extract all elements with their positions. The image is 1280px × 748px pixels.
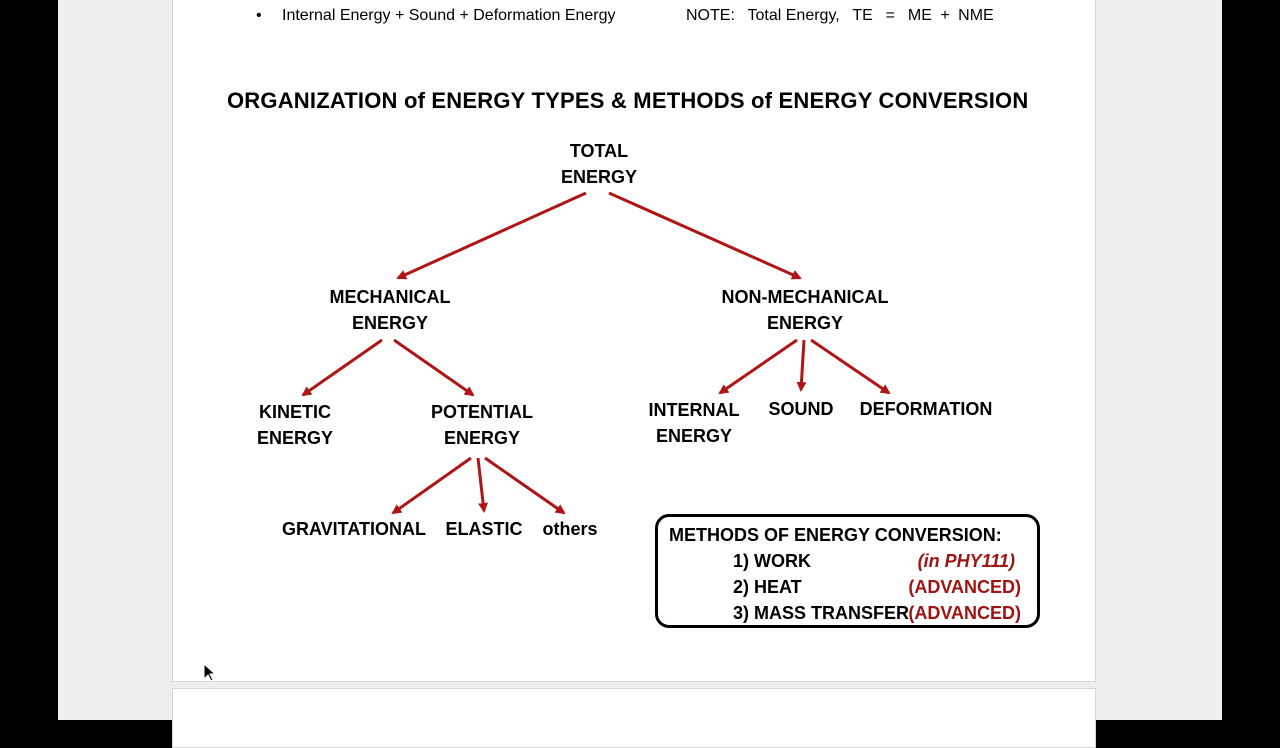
note-plus: + — [940, 7, 950, 24]
node-elastic: ELASTIC — [445, 519, 523, 539]
method-item: 2) HEAT — [733, 577, 802, 597]
node-sound: SOUND — [768, 399, 834, 419]
arrow-total-to-nonmechanical — [609, 193, 800, 278]
note-nme: NME — [958, 7, 994, 24]
node-others: others — [542, 519, 598, 539]
arrow-nonmech-to-internal — [720, 340, 797, 393]
methods-title: METHODS OF ENERGY CONVERSION: — [669, 525, 1002, 545]
note-total: Total Energy, — [747, 7, 840, 24]
method-note: (ADVANCED) — [908, 577, 1021, 597]
diagram-title: ORGANIZATION of ENERGY TYPES & METHODS of ENERGY CONVERSION — [227, 88, 1029, 113]
arrow-nonmech-to-sound — [801, 340, 804, 390]
node-internal-energy: INTERNAL ENERGY — [648, 400, 740, 446]
note-eq: = — [885, 7, 895, 24]
note-te: TE — [852, 7, 873, 24]
bullet-icon: • — [256, 7, 262, 24]
methods-box — [655, 514, 1040, 628]
arrow-nonmech-to-deformation — [811, 340, 889, 393]
arrow-mechanical-to-kinetic — [303, 340, 382, 395]
note-label: NOTE: — [686, 7, 735, 24]
note-me: ME — [907, 7, 932, 24]
bullet-text: Internal Energy + Sound + Deformation Energy — [282, 7, 616, 24]
arrow-potential-to-elastic — [478, 458, 484, 511]
node-non-mechanical-energy: NON-MECHANICAL ENERGY — [721, 287, 889, 333]
arrow-potential-to-others — [485, 458, 564, 513]
mouse-cursor-icon — [203, 663, 217, 683]
node-gravitational: GRAVITATIONAL — [282, 519, 426, 539]
method-note: (in PHY111) — [917, 551, 1015, 571]
method-item: 1) WORK — [733, 551, 811, 571]
method-item: 3) MASS TRANSFER — [733, 603, 910, 623]
node-potential-energy: POTENTIAL ENERGY — [431, 402, 533, 448]
arrow-potential-to-gravitational — [393, 458, 471, 513]
arrow-total-to-mechanical — [398, 193, 586, 278]
node-kinetic-energy: KINETIC ENERGY — [256, 402, 334, 448]
node-deformation: DEFORMATION — [859, 399, 993, 419]
node-total-energy: TOTAL ENERGY — [560, 141, 638, 187]
arrow-mechanical-to-potential — [394, 340, 473, 395]
method-note: (ADVANCED) — [908, 603, 1021, 623]
node-mechanical-energy: MECHANICAL ENERGY — [329, 287, 451, 333]
